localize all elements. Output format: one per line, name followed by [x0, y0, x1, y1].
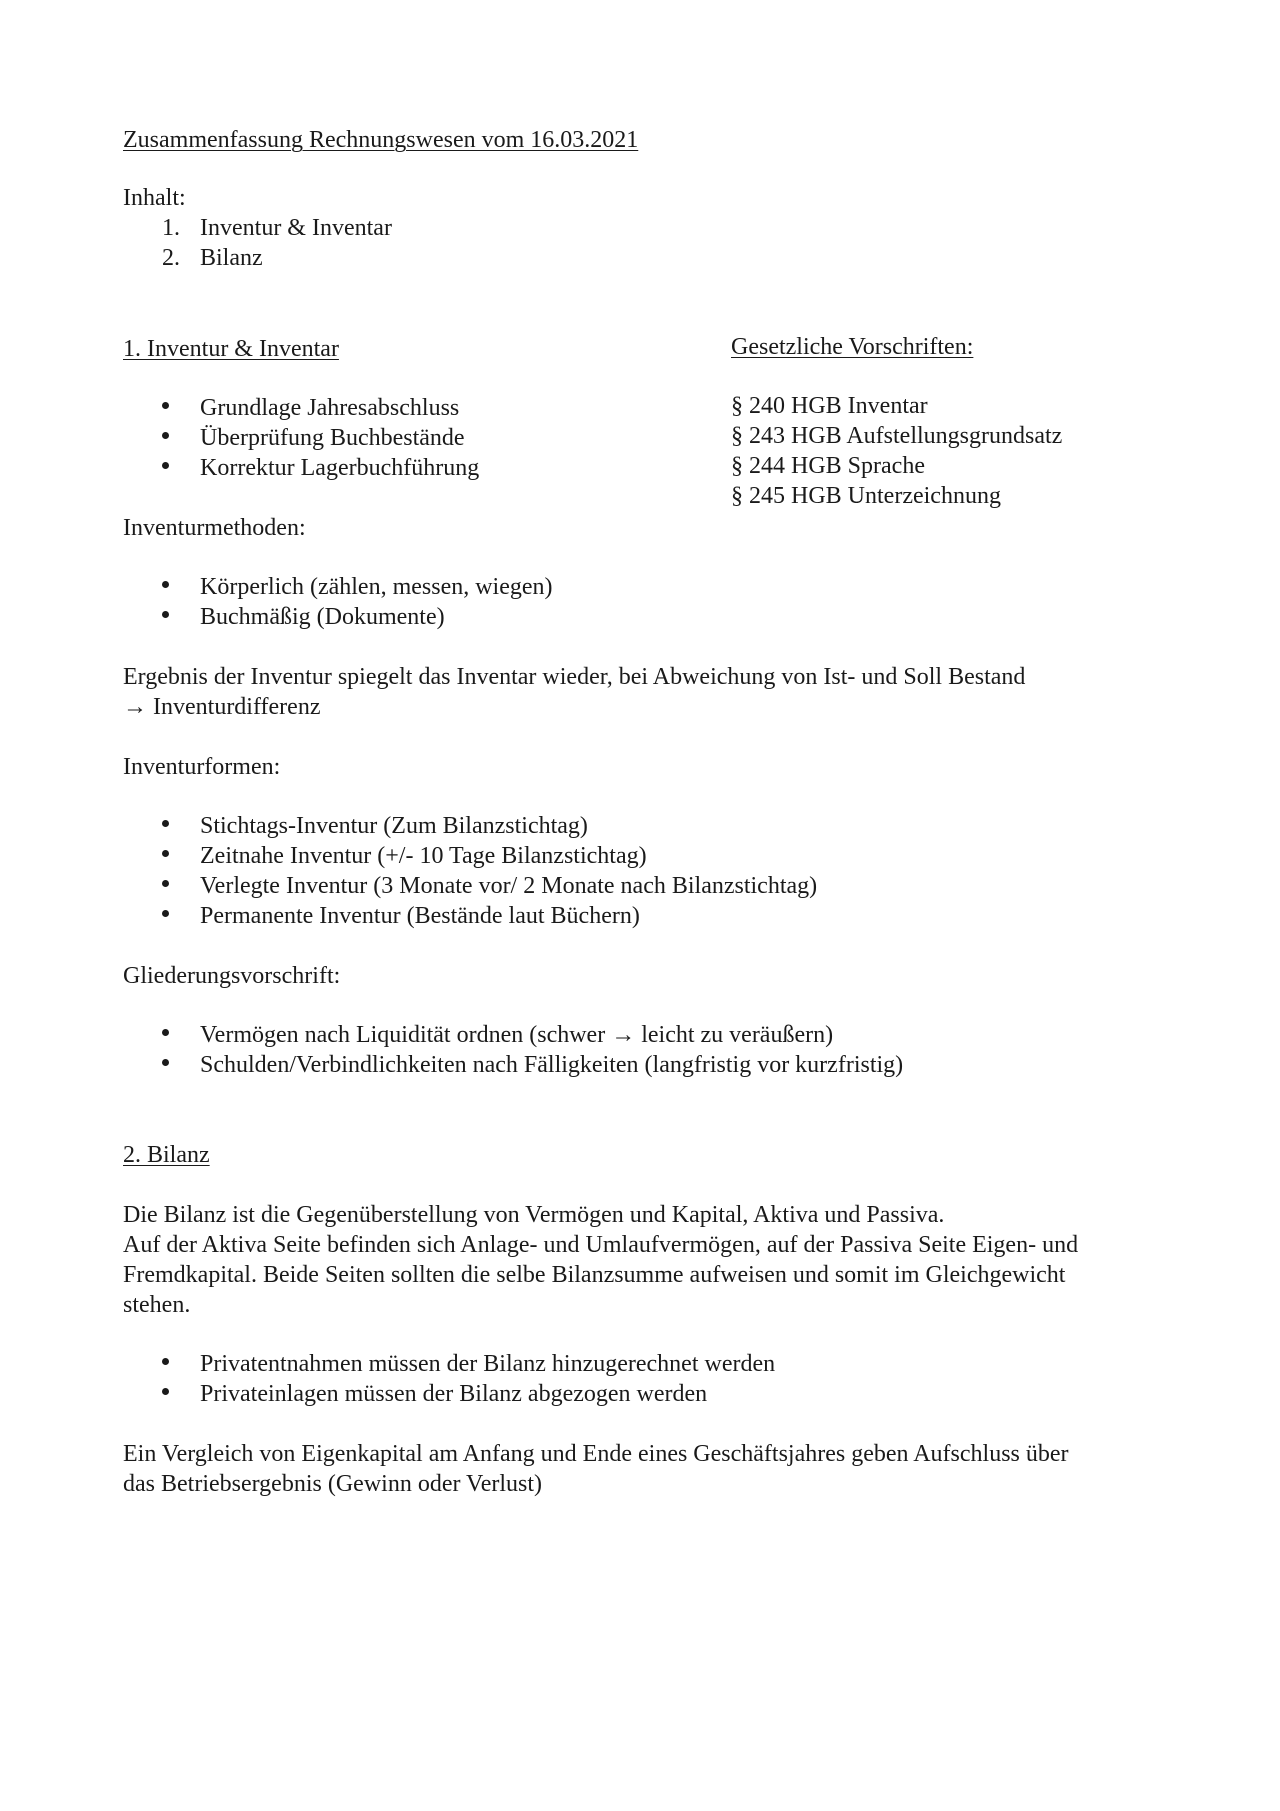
- paragraph-line: stehen.: [123, 1292, 191, 1318]
- bullet-icon: [162, 402, 169, 409]
- list-item: Korrektur Lagerbuchführung: [200, 455, 480, 481]
- toc-number: 2.: [162, 245, 180, 271]
- bullet-icon: [162, 850, 169, 857]
- toc-item: Bilanz: [200, 245, 263, 271]
- list-item: Stichtags-Inventur (Zum Bilanzstichtag): [200, 813, 588, 839]
- list-item: Zeitnahe Inventur (+/- 10 Tage Bilanzstichtag): [200, 843, 647, 869]
- bullet-icon: [162, 1358, 169, 1365]
- section-heading-bilanz: 2. Bilanz: [123, 1142, 210, 1168]
- paragraph-line: Auf der Aktiva Seite befinden sich Anlage- und Umlaufvermögen, auf der Passiva Seite Eigen- und: [123, 1232, 1079, 1258]
- bullet-icon: [162, 1029, 169, 1036]
- bullet-icon: [162, 1388, 169, 1395]
- bullet-icon: [162, 581, 169, 588]
- toc-heading: Inhalt:: [123, 185, 186, 211]
- subheading-forms: Inventurformen:: [123, 754, 281, 780]
- list-item: Körperlich (zählen, messen, wiegen): [200, 574, 553, 600]
- legal-item: § 240 HGB Inventar: [731, 393, 928, 419]
- paragraph-line: → Inventurdifferenz: [123, 694, 321, 720]
- list-item: Grundlage Jahresabschluss: [200, 395, 460, 421]
- toc-number: 1.: [162, 215, 180, 241]
- list-item: Permanente Inventur (Bestände laut Büchern): [200, 903, 640, 929]
- paragraph-line: das Betriebsergebnis (Gewinn oder Verlust): [123, 1471, 543, 1497]
- subheading-structure: Gliederungsvorschrift:: [123, 963, 341, 989]
- paragraph-line: Fremdkapital. Beide Seiten sollten die selbe Bilanzsumme aufweisen und somit im Gleichgewicht: [123, 1262, 1066, 1288]
- legal-item: § 243 HGB Aufstellungsgrundsatz: [731, 423, 1063, 449]
- legal-item: § 244 HGB Sprache: [731, 453, 925, 479]
- paragraph-line: Die Bilanz ist die Gegenüberstellung von Vermögen und Kapital, Aktiva und Passiva.: [123, 1202, 945, 1228]
- list-item: Privatentnahmen müssen der Bilanz hinzugerechnet werden: [200, 1351, 776, 1377]
- paragraph-line: Ein Vergleich von Eigenkapital am Anfang und Ende eines Geschäftsjahres geben Aufschluss über: [123, 1441, 1069, 1467]
- list-item: Privateinlagen müssen der Bilanz abgezogen werden: [200, 1381, 708, 1407]
- subheading-methods: Inventurmethoden:: [123, 515, 306, 541]
- paragraph-line: Ergebnis der Inventur spiegelt das Inventar wieder, bei Abweichung von Ist- und Soll Bestand: [123, 664, 1026, 690]
- legal-heading: Gesetzliche Vorschriften:: [731, 334, 974, 360]
- bullet-icon: [162, 820, 169, 827]
- list-item: Buchmäßig (Dokumente): [200, 604, 445, 630]
- list-item: Verlegte Inventur (3 Monate vor/ 2 Monate nach Bilanzstichtag): [200, 873, 818, 899]
- bullet-icon: [162, 1059, 169, 1066]
- list-item: Überprüfung Buchbestände: [200, 425, 465, 451]
- toc-item: Inventur & Inventar: [200, 215, 392, 241]
- page-title: Zusammenfassung Rechnungswesen vom 16.03.2021: [123, 127, 639, 153]
- section-heading-inventur: 1. Inventur & Inventar: [123, 336, 339, 362]
- bullet-icon: [162, 462, 169, 469]
- list-item: Vermögen nach Liquidität ordnen (schwer → leicht zu veräußern): [200, 1022, 834, 1048]
- bullet-icon: [162, 611, 169, 618]
- bullet-icon: [162, 880, 169, 887]
- list-item: Schulden/Verbindlichkeiten nach Fälligkeiten (langfristig vor kurzfristig): [200, 1052, 904, 1078]
- legal-item: § 245 HGB Unterzeichnung: [731, 483, 1001, 509]
- bullet-icon: [162, 432, 169, 439]
- bullet-icon: [162, 910, 169, 917]
